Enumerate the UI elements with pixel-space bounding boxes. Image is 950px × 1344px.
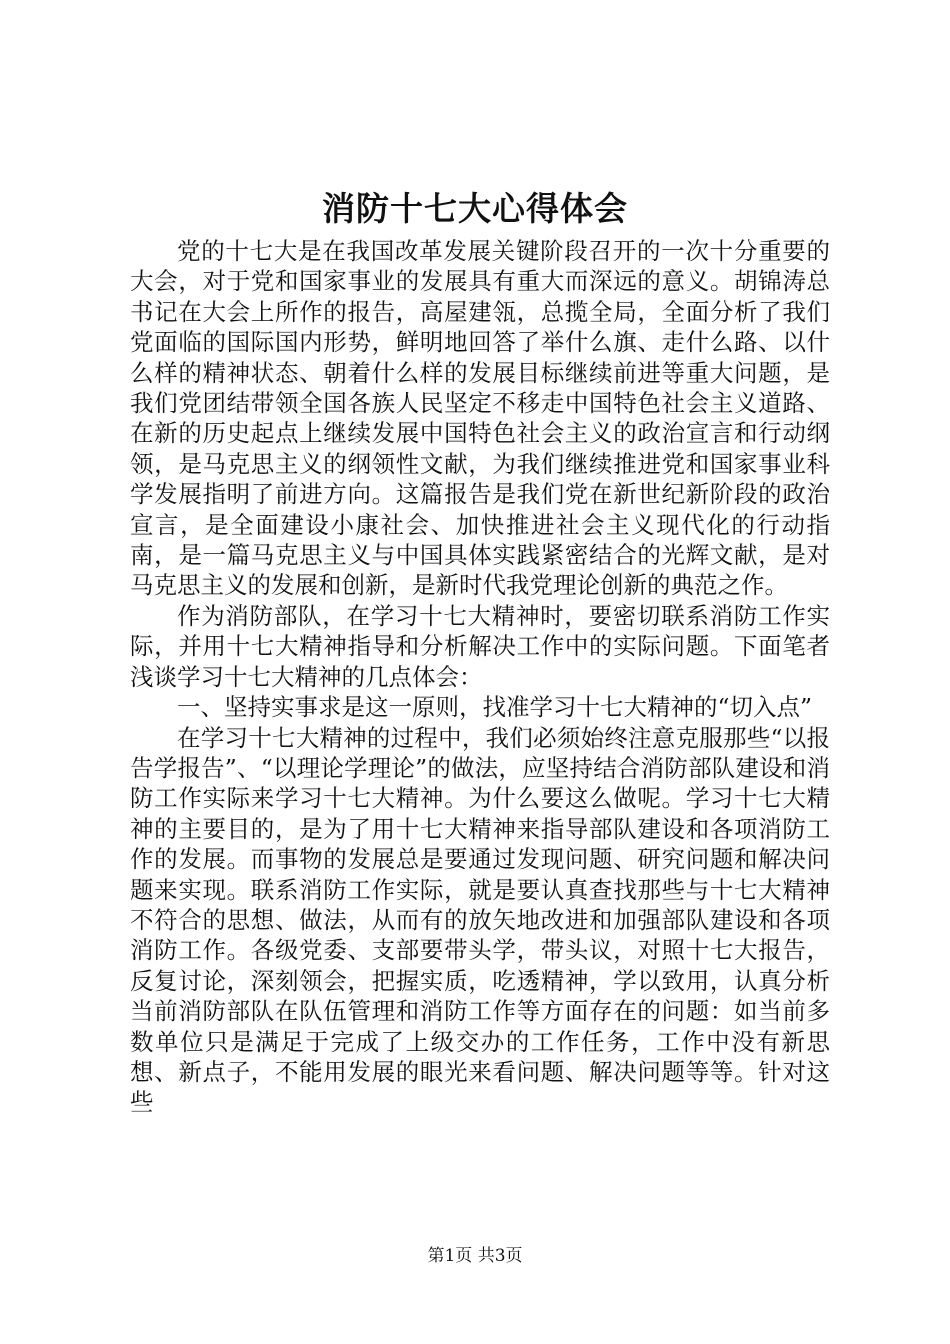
document-title: 消防十七大心得体会	[322, 189, 628, 228]
paragraph-section-1: 在学习十七大精神的过程中，我们必须始终注意克服那些“以报告学报告”、“以理论学理论”的做法，应坚持结合消防部队建设和消防工作实际来学习十七大精神。为什么要这么做呢。学习十七大精神的主要目的，是为了用十七大精神来指导部队建设和各项消防工作的发展。而事物的发展总是要通过发现问题、研究问题和解决问题来实现。联系消防工作实际，就是要认真查找那些与十七大精神不符合的思想、做法，从而有的放矢地改进和加强部队建设和各项消防工作。各级党委、支部要带头学，带头议，对照十七大报告，反复讨论，深刻领会，把握实质，吃透精神，学以致用，认真分析当前消防部队在队伍管理和消防工作等方面存在的问题：如当前多数单位只是满足于完成了上级交办的工作任务，工作中没有新思想、新点子，不能用发展的眼光来看问题、解决问题等等。针对这些	[130, 723, 830, 1117]
paragraph-intro: 党的十七大是在我国改革发展关键阶段召开的一次十分重要的大会，对于党和国家事业的发展具有重大而深远的意义。胡锦涛总书记在大会上所作的报告，高屋建瓴，总揽全局，全面分析了我们党面临的国际国内形势，鲜明地回答了举什么旗、走什么路、以什么样的精神状态、朝着什么样的发展目标继续前进等重大问题，是我们党团结带领全国各族人民坚定不移走中国特色社会主义道路、在新的历史起点上继续发展中国特色社会主义的政治宣言和行动纲领，是马克思主义的纲领性文献，为我们继续推进党和国家事业科学发展指明了前进方向。这篇报告是我们党在新世纪新阶段的政治宣言，是全面建设小康社会、加快推进社会主义现代化的行动指南，是一篇马克思主义与中国具体实践紧密结合的光辉文献，是对马克思主义的发展和创新，是新时代我党理论创新的典范之作。	[130, 237, 830, 600]
paragraph-context: 作为消防部队，在学习十七大精神时，要密切联系消防工作实际，并用十七大精神指导和分析解决工作中的实际问题。下面笔者浅谈学习十七大精神的几点体会：	[130, 601, 830, 691]
document-body	[130, 236, 830, 1118]
page-number-footer: 第1页 共3页	[427, 1246, 523, 1266]
section-heading-1: 一、坚持实事求是这一原则，找准学习十七大精神的“切入点”	[177, 693, 813, 722]
